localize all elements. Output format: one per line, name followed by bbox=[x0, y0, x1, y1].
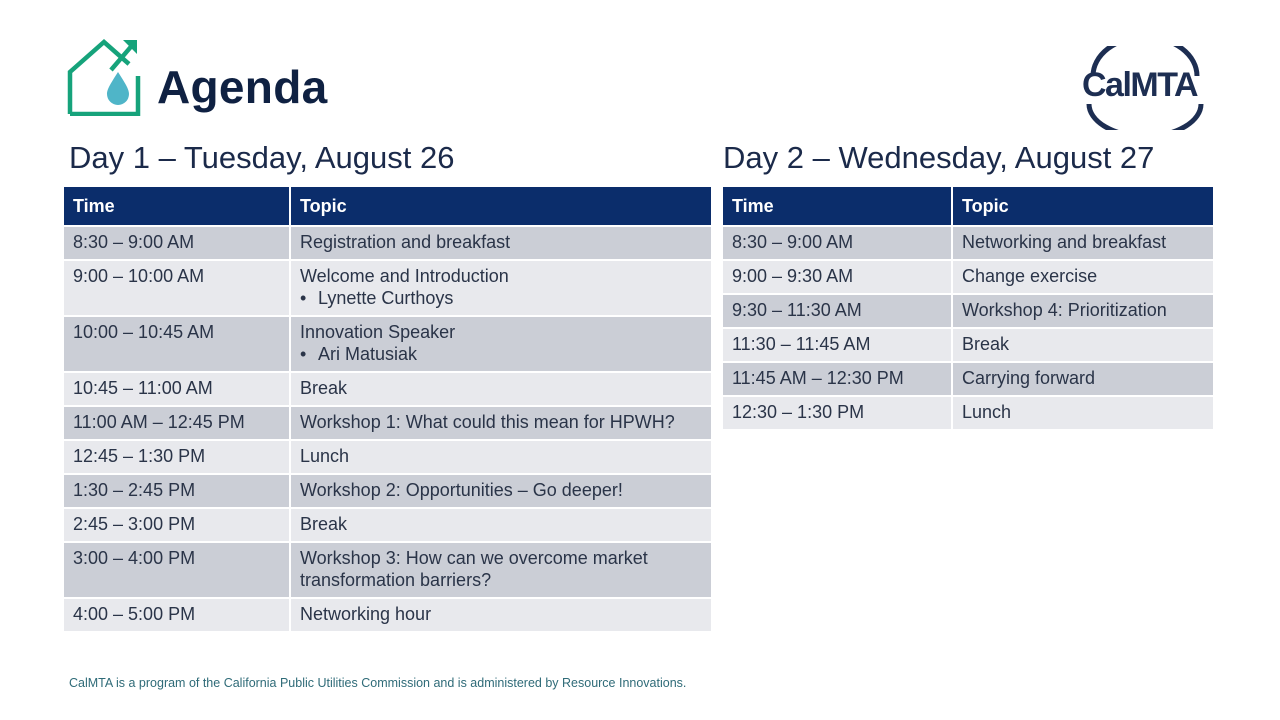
topic-cell bbox=[952, 294, 1213, 328]
brand-name: CalMTA bbox=[1082, 66, 1198, 104]
table-row bbox=[64, 440, 711, 474]
day2-agenda-table bbox=[723, 187, 1213, 431]
topic-cell bbox=[290, 542, 711, 598]
topic-cell bbox=[952, 226, 1213, 260]
time-cell: 8:30 – 9:00 AM bbox=[723, 226, 952, 260]
time-cell: 10:00 – 10:45 AM bbox=[64, 316, 290, 372]
column-header-topic: Topic bbox=[290, 187, 711, 226]
table-row bbox=[723, 396, 1213, 430]
topic-cell bbox=[290, 474, 711, 508]
table-row bbox=[723, 362, 1213, 396]
topic-text: Registration and breakfast bbox=[300, 232, 511, 252]
topic-cell bbox=[952, 260, 1213, 294]
time-cell: 11:45 AM – 12:30 PM bbox=[723, 362, 952, 396]
table-row bbox=[64, 508, 711, 542]
topic-text: Networking and breakfast bbox=[962, 232, 1167, 252]
topic-cell bbox=[952, 396, 1213, 430]
table-row bbox=[723, 226, 1213, 260]
time-cell: 8:30 – 9:00 AM bbox=[64, 226, 290, 260]
topic-cell bbox=[290, 316, 711, 372]
topic-text: Change exercise bbox=[962, 266, 1098, 286]
table-row bbox=[64, 316, 711, 372]
time-cell: 12:30 – 1:30 PM bbox=[723, 396, 952, 430]
time-cell: 9:30 – 11:30 AM bbox=[723, 294, 952, 328]
topic-cell bbox=[290, 226, 711, 260]
table-header-row bbox=[723, 187, 1213, 226]
day1-agenda-table bbox=[64, 187, 711, 633]
time-cell: 11:30 – 11:45 AM bbox=[723, 328, 952, 362]
time-cell: 1:30 – 2:45 PM bbox=[64, 474, 290, 508]
table-row bbox=[64, 542, 711, 598]
table-row bbox=[64, 474, 711, 508]
topic-text: Workshop 3: How can we overcome market transformation barriers? bbox=[300, 548, 648, 590]
calmta-logo bbox=[1075, 46, 1215, 130]
speaker-bullet: • Ari Matusiak bbox=[300, 343, 702, 365]
day1-heading: Day 1 – Tuesday, August 26 bbox=[69, 140, 455, 175]
time-cell: 10:45 – 11:00 AM bbox=[64, 372, 290, 406]
topic-text: Break bbox=[300, 378, 348, 398]
time-cell: 3:00 – 4:00 PM bbox=[64, 542, 290, 598]
topic-text: Lunch bbox=[300, 446, 350, 466]
topic-text: Lunch bbox=[962, 402, 1012, 422]
topic-text: Innovation Speaker bbox=[300, 322, 456, 342]
topic-text: Workshop 1: What could this mean for HPWH? bbox=[300, 412, 675, 432]
topic-text: Workshop 4: Prioritization bbox=[962, 300, 1167, 320]
topic-cell bbox=[290, 406, 711, 440]
speaker-bullet: • Lynette Curthoys bbox=[300, 287, 702, 309]
table-row bbox=[64, 372, 711, 406]
topic-cell bbox=[952, 362, 1213, 396]
column-header-time: Time bbox=[64, 187, 290, 226]
footer-note: CalMTA is a program of the California Public Utilities Commission and is administered by Resource Innovations. bbox=[69, 676, 687, 690]
table-row bbox=[723, 328, 1213, 362]
time-cell: 9:00 – 10:00 AM bbox=[64, 260, 290, 316]
topic-text: Networking hour bbox=[300, 604, 432, 624]
topic-cell bbox=[290, 260, 711, 316]
table-row bbox=[64, 226, 711, 260]
column-header-topic: Topic bbox=[952, 187, 1213, 226]
topic-text: Break bbox=[962, 334, 1010, 354]
topic-cell bbox=[290, 508, 711, 542]
topic-text: Carrying forward bbox=[962, 368, 1096, 388]
time-cell: 2:45 – 3:00 PM bbox=[64, 508, 290, 542]
topic-cell bbox=[290, 598, 711, 632]
house-water-logo-icon bbox=[67, 36, 141, 116]
time-cell: 12:45 – 1:30 PM bbox=[64, 440, 290, 474]
topic-text: Workshop 2: Opportunities – Go deeper! bbox=[300, 480, 623, 500]
day2-heading: Day 2 – Wednesday, August 27 bbox=[723, 140, 1155, 175]
topic-cell bbox=[290, 440, 711, 474]
table-row bbox=[64, 598, 711, 632]
table-row bbox=[64, 406, 711, 440]
table-header-row bbox=[64, 187, 711, 226]
time-cell: 9:00 – 9:30 AM bbox=[723, 260, 952, 294]
topic-cell bbox=[952, 328, 1213, 362]
topic-text: Welcome and Introduction bbox=[300, 266, 509, 286]
topic-cell bbox=[290, 372, 711, 406]
time-cell: 4:00 – 5:00 PM bbox=[64, 598, 290, 632]
table-row bbox=[64, 260, 711, 316]
topic-text: Break bbox=[300, 514, 348, 534]
time-cell: 11:00 AM – 12:45 PM bbox=[64, 406, 290, 440]
column-header-time: Time bbox=[723, 187, 952, 226]
page-title: Agenda bbox=[157, 61, 328, 113]
table-row bbox=[723, 260, 1213, 294]
table-row bbox=[723, 294, 1213, 328]
